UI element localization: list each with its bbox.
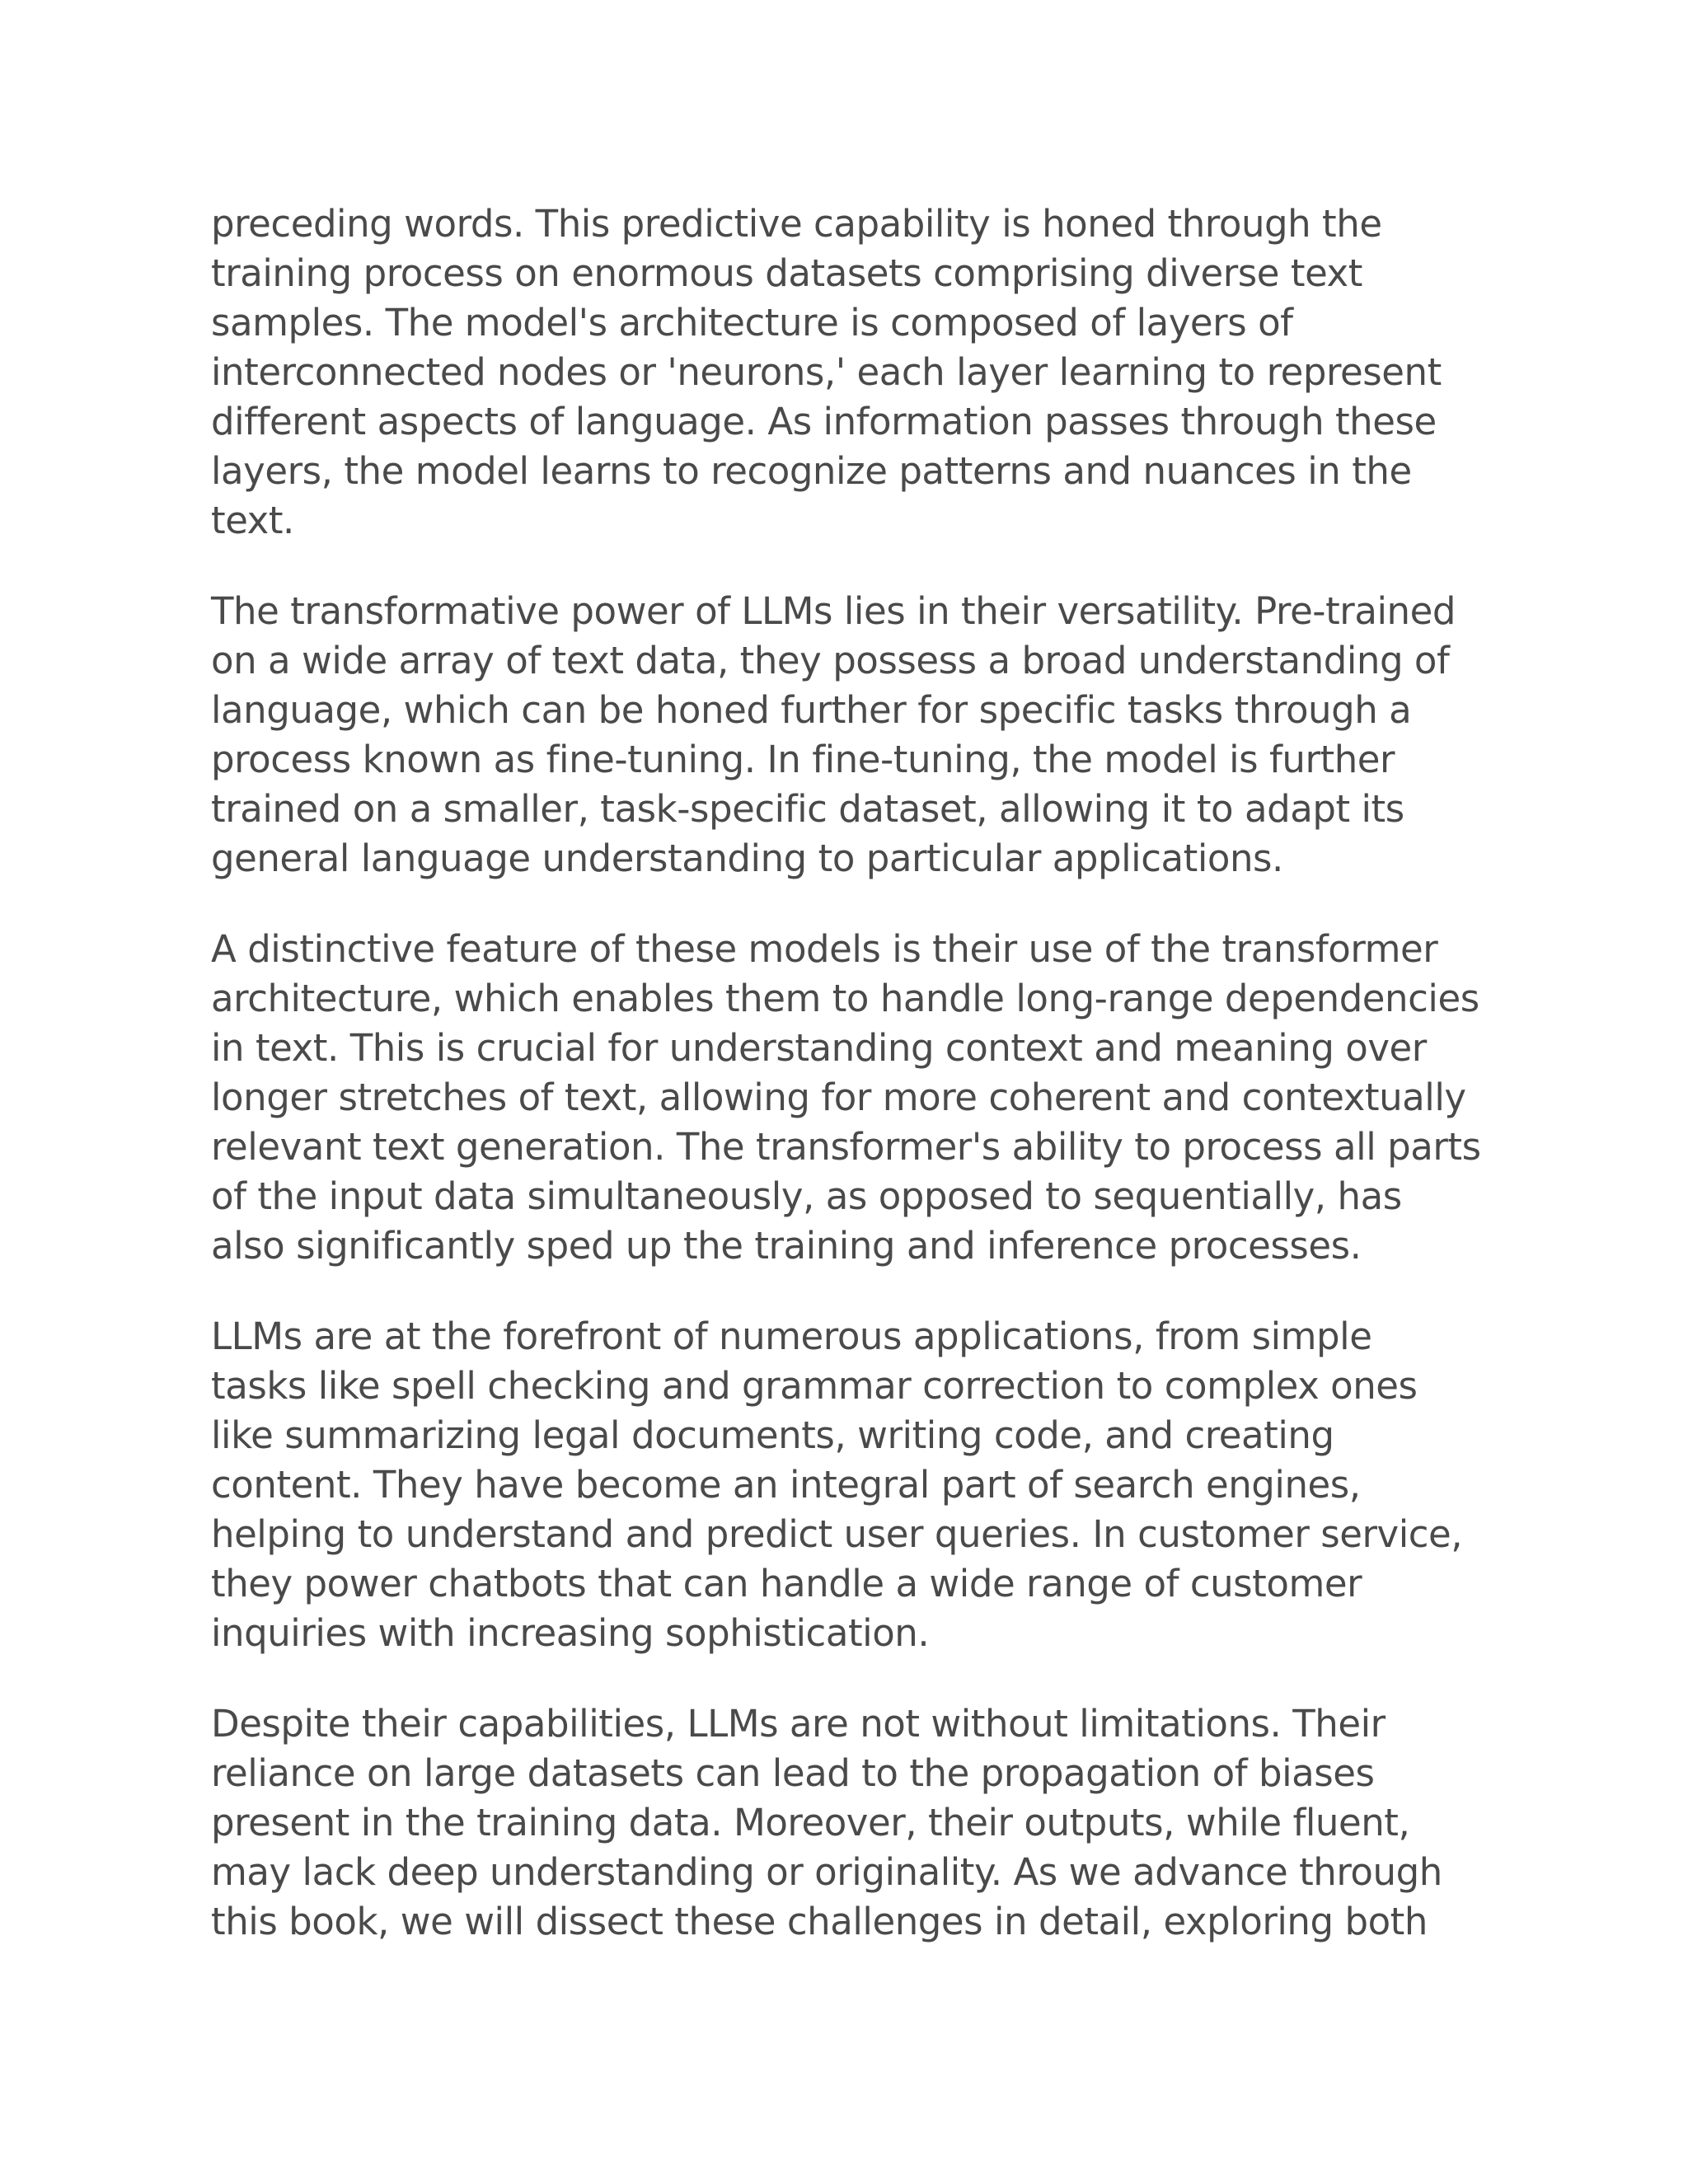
body-text — [211, 199, 1480, 1988]
text-line: samples. The model's architecture is composed of layers of — [211, 301, 1293, 344]
text-line: text. — [211, 499, 294, 542]
text-line: different aspects of language. As information passes through these — [211, 400, 1437, 443]
text-line: LLMs are at the forefront of numerous applications, from simple — [211, 1315, 1372, 1358]
text-line: layers, the model learns to recognize patterns and nuances in the — [211, 449, 1412, 493]
text-line: may lack deep understanding or originality. As we advance through — [211, 1850, 1442, 1894]
text-line: The transformative power of LLMs lies in their versatility. Pre-trained — [211, 589, 1456, 633]
text-line: also significantly sped up the training and inference processes. — [211, 1224, 1362, 1268]
text-line: present in the training data. Moreover, their outputs, while fluent, — [211, 1801, 1410, 1844]
text-line: language, which can be honed further for specific tasks through a — [211, 688, 1412, 732]
text-line: helping to understand and predict user queries. In customer service, — [211, 1512, 1463, 1556]
paragraph-2 — [211, 587, 1480, 883]
text-line: Despite their capabilities, LLMs are not without limitations. Their — [211, 1702, 1386, 1746]
paragraph-5 — [211, 1699, 1480, 1947]
text-line: trained on a smaller, task-specific dataset, allowing it to adapt its — [211, 787, 1404, 831]
text-line: interconnected nodes or 'neurons,' each layer learning to represent — [211, 350, 1442, 394]
text-line: relevant text generation. The transformer's ability to process all parts — [211, 1125, 1481, 1169]
text-line: they power chatbots that can handle a wide range of customer — [211, 1562, 1362, 1605]
paragraph-1 — [211, 199, 1480, 546]
text-line: inquiries with increasing sophistication. — [211, 1611, 930, 1655]
text-line: training process on enormous datasets comprising diverse text — [211, 251, 1362, 295]
text-line: reliance on large datasets can lead to the propagation of biases — [211, 1751, 1375, 1795]
text-line: preceding words. This predictive capability is honed through the — [211, 202, 1382, 246]
text-line: like summarizing legal documents, writing code, and creating — [211, 1413, 1334, 1457]
paragraph-3 — [211, 925, 1480, 1271]
text-line: longer stretches of text, allowing for more coherent and contextually — [211, 1076, 1466, 1119]
text-line: this book, we will dissect these challenges in detail, exploring both — [211, 1900, 1428, 1943]
text-line: on a wide array of text data, they possess a broad understanding of — [211, 639, 1450, 682]
text-line: of the input data simultaneously, as opposed to sequentially, has — [211, 1174, 1402, 1218]
text-line: process known as fine-tuning. In fine-tuning, the model is further — [211, 738, 1395, 781]
text-line: A distinctive feature of these models is their use of the transformer — [211, 927, 1438, 971]
text-line: tasks like spell checking and grammar correction to complex ones — [211, 1364, 1418, 1408]
text-line: architecture, which enables them to handle long-range dependencies — [211, 977, 1479, 1020]
text-line: general language understanding to particular applications. — [211, 837, 1283, 880]
text-line: content. They have become an integral part of search engines, — [211, 1463, 1361, 1507]
paragraph-4 — [211, 1312, 1480, 1658]
text-line: in text. This is crucial for understanding context and meaning over — [211, 1026, 1427, 1070]
